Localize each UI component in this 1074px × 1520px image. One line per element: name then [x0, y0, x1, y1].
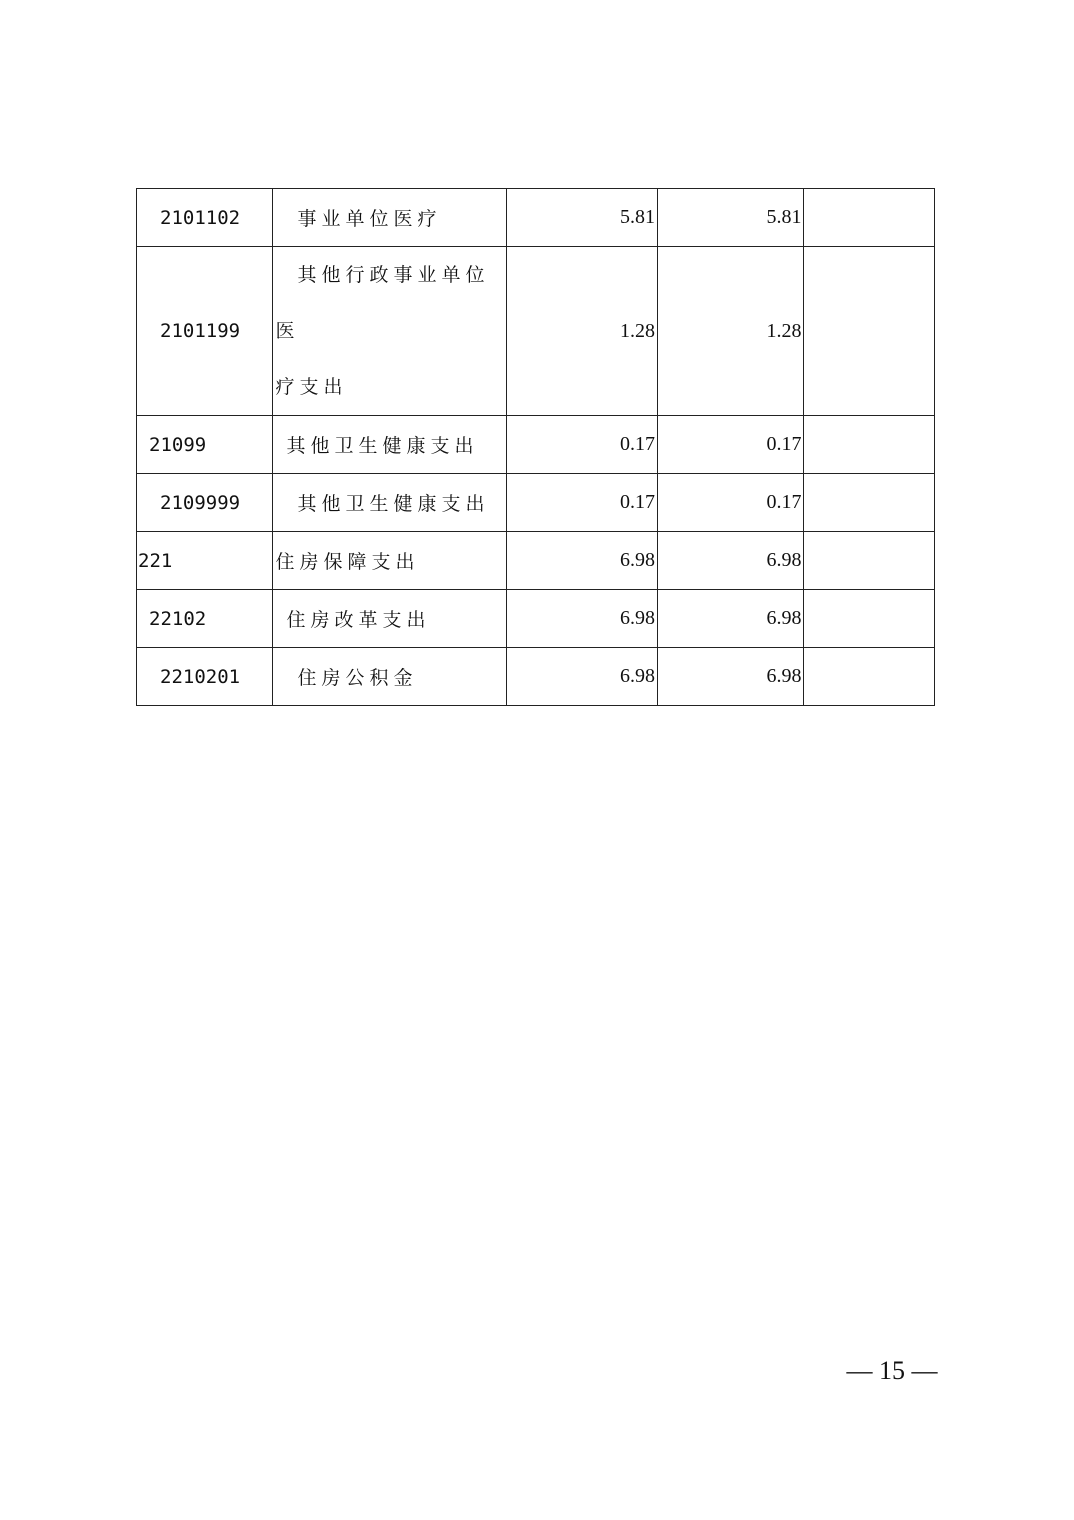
- amount-total: 1.28: [507, 247, 658, 416]
- amount-project: [804, 532, 935, 590]
- amount-total: 6.98: [507, 590, 658, 648]
- subject-name-line1: 其他行政事业单位医: [275, 264, 490, 342]
- table-row: [137, 648, 935, 706]
- amount-total: 6.98: [507, 532, 658, 590]
- subject-name: 住房保障支出: [272, 532, 507, 590]
- subject-name-line2: 疗支出: [275, 376, 348, 398]
- amount-project: [804, 474, 935, 532]
- amount-total: 0.17: [507, 416, 658, 474]
- amount-total: 5.81: [507, 189, 658, 247]
- amount-project: [804, 590, 935, 648]
- table-row: [137, 474, 935, 532]
- subject-code: 2101199: [137, 247, 273, 416]
- amount-basic: 0.17: [657, 474, 804, 532]
- subject-name: 住房公积金: [272, 648, 507, 706]
- subject-code: 2210201: [137, 648, 273, 706]
- amount-basic: 6.98: [657, 532, 804, 590]
- subject-code: 2109999: [137, 474, 273, 532]
- amount-basic: 5.81: [657, 189, 804, 247]
- amount-project: [804, 247, 935, 416]
- amount-total: 0.17: [507, 474, 658, 532]
- page-number: — 15 —: [846, 1356, 938, 1385]
- subject-name: [272, 247, 507, 416]
- amount-project: [804, 648, 935, 706]
- table-row: [137, 247, 935, 416]
- table-row: [137, 590, 935, 648]
- amount-basic: 6.98: [657, 648, 804, 706]
- subject-name: 其他卫生健康支出: [272, 474, 507, 532]
- amount-basic: 1.28: [657, 247, 804, 416]
- budget-table: [136, 188, 935, 706]
- subject-name: 住房改革支出: [272, 590, 507, 648]
- table-row: [137, 416, 935, 474]
- amount-basic: 0.17: [657, 416, 804, 474]
- amount-project: [804, 189, 935, 247]
- subject-code: 2101102: [137, 189, 273, 247]
- amount-total: 6.98: [507, 648, 658, 706]
- amount-project: [804, 416, 935, 474]
- subject-code: 221: [137, 532, 273, 590]
- table-row: [137, 532, 935, 590]
- subject-code: 21099: [137, 416, 273, 474]
- amount-basic: 6.98: [657, 590, 804, 648]
- subject-name: 事业单位医疗: [272, 189, 507, 247]
- subject-name: 其他卫生健康支出: [272, 416, 507, 474]
- subject-code: 22102: [137, 590, 273, 648]
- table-row: [137, 189, 935, 247]
